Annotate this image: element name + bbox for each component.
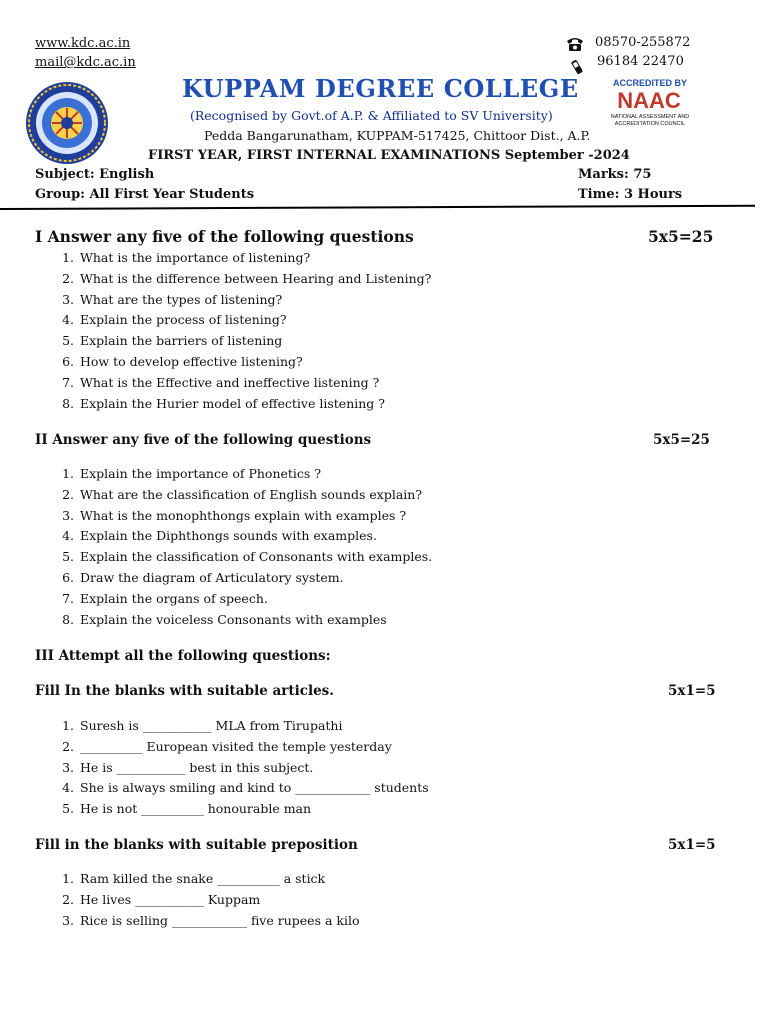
section1-heading: I Answer any five of the following questions — [35, 227, 414, 246]
list-item: 6. How to develop effective listening? — [62, 353, 303, 369]
prepositions-questions — [62, 869, 360, 931]
list-item: 2. __________ European visited the temple yesterday — [62, 738, 392, 754]
section2-questions — [62, 464, 433, 630]
list-item: 3. What is the monophthongs explain with examples ? — [62, 507, 407, 523]
website-link[interactable]: www.kdc.ac.in — [35, 36, 131, 51]
list-item: 3. What are the types of listening? — [62, 291, 283, 307]
list-item: 5. Explain the classification of Consonants with examples. — [62, 549, 433, 565]
time-label: Time: 3 Hours — [578, 187, 683, 202]
naac-main-text: NAAC — [617, 88, 681, 113]
list-item: 7. What is the Effective and ineffective listening ? — [62, 374, 380, 390]
college-emblem-icon — [24, 80, 110, 166]
list-item: 2. He lives ___________ Kuppam — [62, 891, 261, 907]
naac-line2: ACCREDITATION COUNCIL — [614, 121, 686, 127]
section3-heading: III Attempt all the following questions: — [35, 648, 331, 664]
list-item: 3. Rice is selling ____________ five rupees a kilo — [62, 912, 360, 928]
college-recognition: (Recognised by Govt.of A.P. & Affiliated to SV University) — [190, 108, 553, 123]
college-name: KUPPAM DEGREE COLLEGE — [182, 74, 579, 103]
list-item: 5. Explain the barriers of listening — [62, 333, 283, 349]
section1-questions — [62, 248, 432, 414]
email-link[interactable]: mail@kdc.ac.in — [35, 55, 136, 70]
list-item: 1. Explain the importance of Phonetics ? — [62, 466, 322, 481]
naac-line1: NATIONAL ASSESSMENT AND — [610, 114, 690, 120]
list-item: 4. Explain the Diphthongs sounds with examples. — [62, 528, 377, 544]
list-item: 2. What is the difference between Hearing and Listening? — [62, 270, 432, 286]
subject-label: Subject: English — [35, 167, 155, 182]
list-item: 4. Explain the process of listening? — [62, 312, 287, 328]
prepositions-heading: Fill in the blanks with suitable preposition — [35, 837, 358, 853]
articles-questions — [62, 716, 429, 820]
section2-heading: II Answer any five of the following questions — [35, 432, 372, 448]
list-item: 3. He is ___________ best in this subject. — [62, 759, 314, 775]
phone-number-landline: 08570-255872 — [595, 35, 691, 50]
telephone-icon — [565, 36, 585, 52]
phone-number-mobile: 96184 22470 — [597, 54, 684, 69]
articles-heading: Fill In the blanks with suitable articles. — [35, 683, 334, 699]
list-item: 1. Ram killed the snake __________ a stick — [62, 871, 326, 886]
list-item: 1. What is the importance of listening? — [62, 250, 311, 265]
marks-label: Marks: 75 — [578, 167, 652, 182]
list-item: 2. What are the classification of English sounds explain? — [62, 486, 423, 502]
list-item: 1. Suresh is ___________ MLA from Tirupathi — [62, 718, 343, 733]
exam-title: FIRST YEAR, FIRST INTERNAL EXAMINATIONS September -2024 — [148, 148, 630, 163]
list-item: 5. He is not __________ honourable man — [62, 801, 312, 817]
prepositions-marks: 5x1=5 — [668, 837, 716, 853]
list-item: 8. Explain the Hurier model of effective listening ? — [62, 395, 385, 411]
section2-marks: 5x5=25 — [653, 432, 710, 448]
articles-marks: 5x1=5 — [668, 683, 716, 699]
college-address: Pedda Bangarunatham, KUPPAM-517425, Chittoor Dist., A.P. — [204, 128, 591, 143]
header-divider — [0, 205, 755, 210]
group-label: Group: All First Year Students — [35, 187, 255, 202]
list-item: 6. Draw the diagram of Articulatory system. — [62, 569, 344, 585]
section1-marks: 5x5=25 — [648, 227, 714, 246]
naac-accredited-by: ACCREDITED BY — [612, 78, 688, 88]
list-item: 4. She is always smiling and kind to ____________ students — [62, 780, 429, 796]
list-item: 8. Explain the voiceless Consonants with examples — [62, 611, 387, 627]
list-item: 7. Explain the organs of speech. — [62, 590, 268, 606]
naac-accreditation-logo — [602, 76, 698, 132]
